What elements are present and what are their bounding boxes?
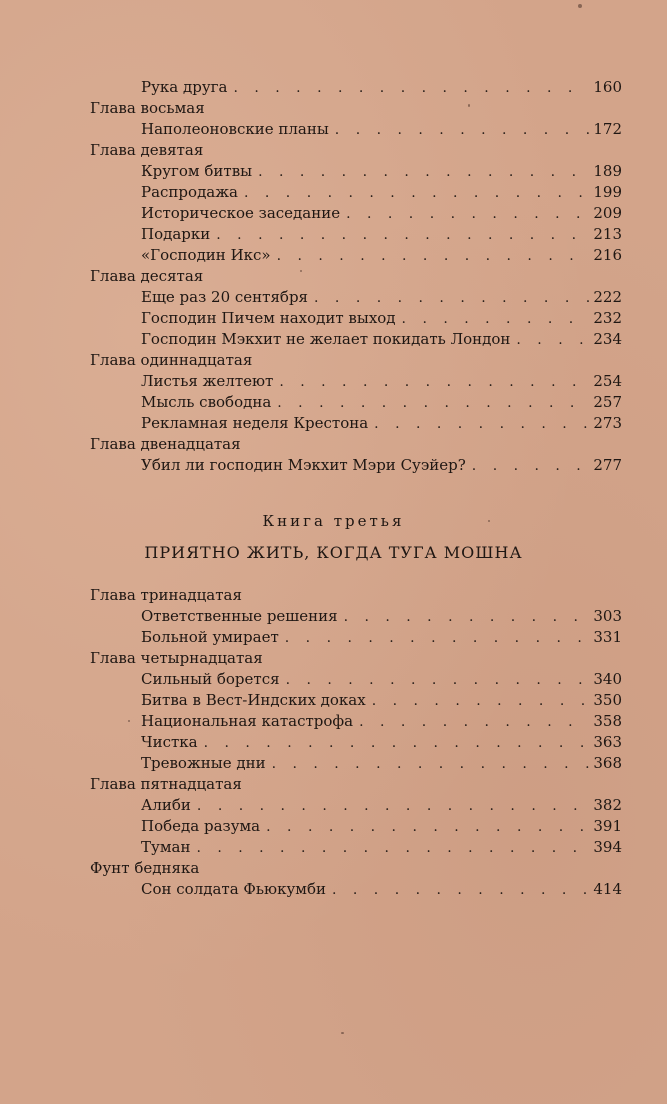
toc-page-number: 189 [593,162,622,180]
toc-entry-title: Сильный борется [141,670,280,688]
toc-page-number: 234 [593,330,622,348]
toc-page-number: 209 [593,204,622,222]
toc-page-number: 254 [593,372,622,390]
chapter-heading: Глава четырнадцатая [90,649,263,667]
toc-page-number: 331 [593,628,622,646]
toc-entry-title: Больной умирает [141,628,279,646]
toc-entry-title: Господин Мэкхит не желает покидать Лондон [141,330,511,348]
toc-entry [90,329,622,350]
toc-entry [90,224,622,245]
dot-leader [258,162,589,183]
chapter-heading: Глава восьмая [90,99,205,117]
toc-page-number: 172 [593,120,622,138]
toc-section-book-two [90,77,622,476]
dot-leader [197,796,589,817]
toc-page-number: 273 [593,414,622,432]
dot-leader [472,456,590,477]
chapter-heading: Фунт бедняка [90,859,200,877]
toc-section-book-three [90,585,622,900]
toc-entry-title: Сон солдата Фьюкумби [141,880,326,898]
dot-leader [216,225,589,246]
chapter-heading: Глава десятая [90,267,204,285]
book-heading: Книга третья [262,512,405,530]
toc-page-number: 382 [593,796,622,814]
toc-page-number: 213 [593,225,622,243]
toc-entry-title: Чистка [141,733,198,751]
toc-entry-title: Убил ли господин Мэкхит Мэри Суэйер? [141,456,466,474]
toc-entry [90,816,622,837]
part-title: ПРИЯТНО ЖИТЬ, КОГДА ТУГА МОШНА [144,543,523,562]
toc-entry-title: Историческое заседание [141,204,341,222]
chapter-heading: Глава пятнадцатая [90,775,242,793]
toc-page-number: 394 [593,838,622,856]
dot-leader [516,330,589,351]
dot-leader [372,691,590,712]
toc-entry [90,795,622,816]
toc-entry-title: Господин Пичем находит выход [141,309,396,327]
toc-entry [90,413,622,434]
toc-entry [90,182,622,203]
toc-page-number: 363 [593,733,622,751]
toc-entry [90,77,622,98]
toc-entry [90,690,622,711]
toc-page-number: 368 [593,754,622,772]
toc-entry [90,455,622,476]
dot-leader [332,880,589,901]
dot-leader [272,754,590,775]
toc-entry-title: Туман [141,838,191,856]
toc-entry-title: Наполеоновские планы [141,120,329,138]
toc-entry [90,392,622,413]
toc-entry-title: Национальная катастрофа [141,712,354,730]
toc-page-number: 414 [593,880,622,898]
dot-leader [346,204,589,225]
dot-leader [359,712,589,733]
chapter-heading: Глава двенадцатая [90,435,241,453]
toc-page-number: 257 [593,393,622,411]
toc-entry [90,287,622,308]
dot-leader [286,670,590,691]
toc-entry [90,161,622,182]
toc-entry-title: Рекламная неделя Крестона [141,414,369,432]
toc-page-number: 222 [593,288,622,306]
toc-entry-title: Ответственные решения [141,607,338,625]
dot-leader [277,393,589,414]
toc-entry [90,119,622,140]
toc-entry-title: Алиби [141,796,191,814]
toc-entry-title: Победа разума [141,817,261,835]
dot-leader [279,372,589,393]
toc-entry-title: Распродажа [141,183,238,201]
dot-leader [233,78,589,99]
dot-leader [244,183,589,204]
toc-page-number: 216 [593,246,622,264]
toc-entry-title: Рука друга [141,78,228,96]
toc-page-number: 340 [593,670,622,688]
toc-entry [90,837,622,858]
dot-leader [335,120,590,141]
toc-entry [90,711,622,732]
dot-leader [266,817,589,838]
toc-entry-title: Листья желтеют [141,372,274,390]
toc-entry-title: Мысль свободна [141,393,272,411]
dot-leader [374,414,589,435]
toc-page-number: 277 [593,456,622,474]
toc-entry [90,627,622,648]
toc-entry [90,245,622,266]
toc-entry [90,879,622,900]
toc-entry [90,203,622,224]
toc-entry [90,732,622,753]
dot-leader [402,309,590,330]
chapter-heading: Глава девятая [90,141,204,159]
toc-entry-title: Битва в Вест-Индских доках [141,691,366,709]
dot-leader [204,733,590,754]
dot-leader [196,838,589,859]
dot-leader [285,628,590,649]
toc-entry [90,753,622,774]
toc-page-number: 350 [593,691,622,709]
dot-leader [277,246,590,267]
toc-entry-title: Кругом битвы [141,162,253,180]
toc-entry-title: «Господин Икс» [141,246,271,264]
dot-leader [344,607,590,628]
toc-entry-title: Подарки [141,225,211,243]
toc-entry [90,308,622,329]
toc-page-number: 232 [593,309,622,327]
toc-entry [90,669,622,690]
toc-page-number: 358 [593,712,622,730]
chapter-heading: Глава одиннадцатая [90,351,253,369]
toc-page-number: 160 [593,78,622,96]
dot-leader [314,288,589,309]
chapter-heading: Глава тринадцатая [90,586,242,604]
toc-entry [90,606,622,627]
toc-entry-title: Тревожные дни [141,754,266,772]
toc-page-number: 303 [593,607,622,625]
toc-entry [90,371,622,392]
toc-page-number: 199 [593,183,622,201]
toc-page-number: 391 [593,817,622,835]
toc-entry-title: Еще раз 20 сентября [141,288,309,306]
